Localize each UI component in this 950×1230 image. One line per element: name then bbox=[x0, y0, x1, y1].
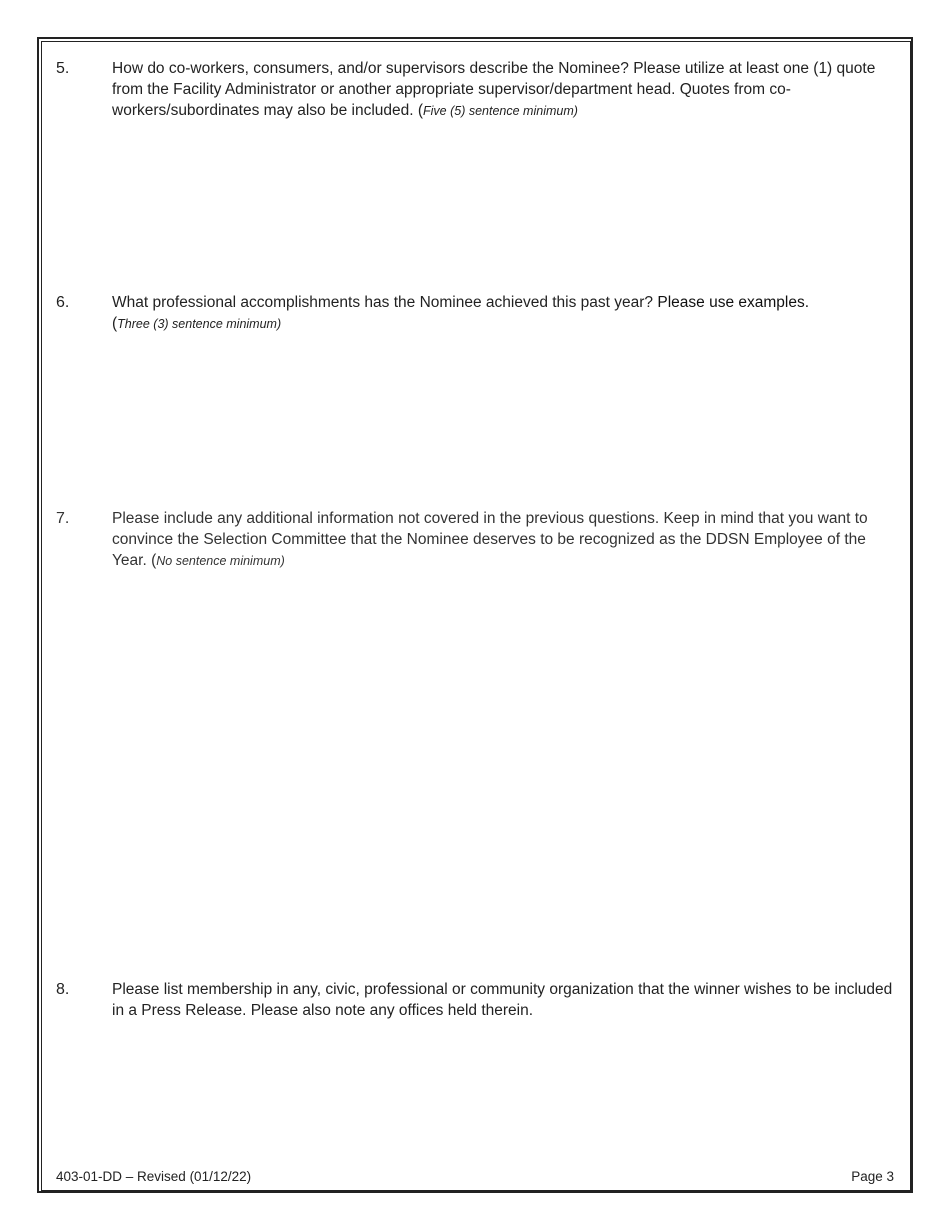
question-note-prefix: ( bbox=[112, 315, 118, 332]
question-prompt: Please list membership in any, civic, professional or community organization that the winner wishes to be included in a Press Release. Please also note any offices held therein. bbox=[112, 981, 893, 1019]
question-text bbox=[112, 292, 896, 335]
question-requirement-note: No sentence minimum) bbox=[156, 554, 285, 568]
question-prompt: How do co-workers, consumers, and/or supervisors describe the Nominee? Please utilize at least one (1) quote from the Facility Administrator or another appropriate supervisor/department head. Quotes from co-workers/subordinates may also be included. ( bbox=[112, 60, 876, 119]
page-number: Page 3 bbox=[851, 1169, 894, 1184]
question-6 bbox=[56, 292, 896, 340]
question-number: 6. bbox=[56, 294, 70, 311]
question-5 bbox=[56, 58, 896, 128]
question-text bbox=[112, 979, 896, 1021]
question-prompt: What professional accomplishments has the Nominee achieved this past year? bbox=[112, 294, 658, 311]
question-text bbox=[112, 58, 896, 122]
question-8 bbox=[56, 979, 896, 1027]
question-number: 7. bbox=[56, 510, 70, 527]
question-requirement-note: Three (3) sentence minimum) bbox=[117, 317, 282, 331]
question-number: 5. bbox=[56, 60, 70, 77]
question-number: 8. bbox=[56, 981, 70, 998]
question-requirement-note: Five (5) sentence minimum) bbox=[423, 104, 578, 118]
question-text bbox=[112, 508, 896, 572]
question-prompt-emphasis: Please use examples. bbox=[657, 294, 810, 311]
question-7 bbox=[56, 508, 896, 578]
form-id: 403-01-DD – Revised (01/12/22) bbox=[56, 1169, 252, 1184]
question-prompt: Please include any additional information not covered in the previous questions. Keep in mind that you want to convince the Selection Committee that the Nominee deserves to be recognized as the DDSN Employee of the Year. ( bbox=[112, 510, 868, 569]
